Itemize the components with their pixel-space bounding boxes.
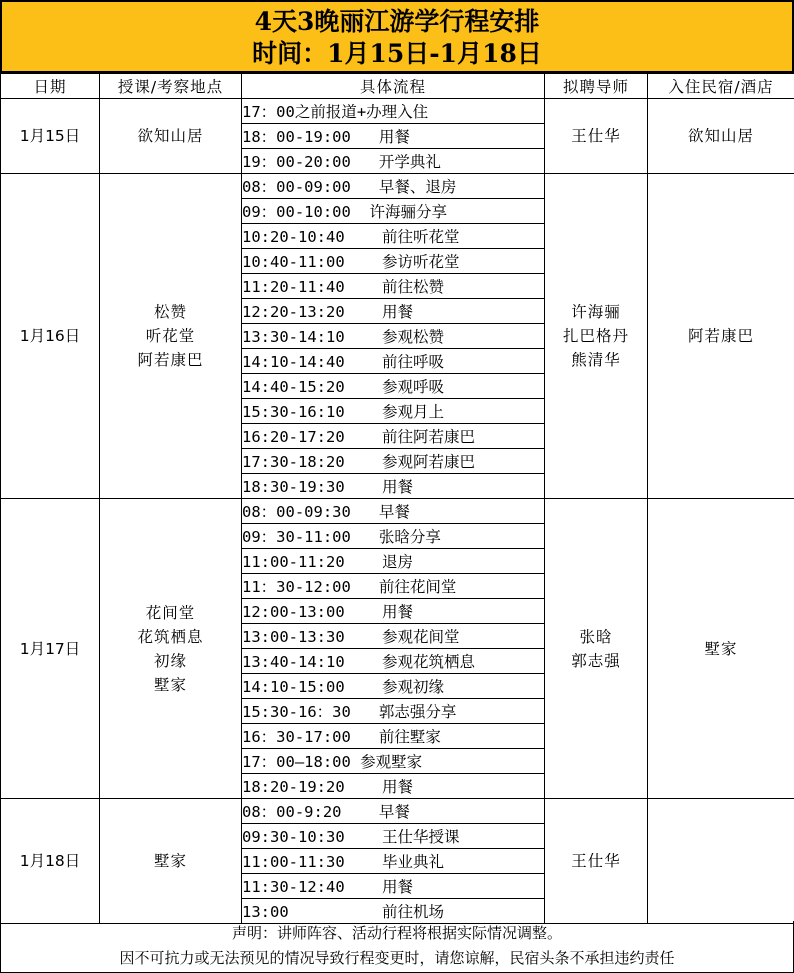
mentor-name: 熊清华 (571, 351, 621, 369)
day-locations (100, 799, 242, 924)
page-title: 4天3晚丽江游学行程安排 (254, 7, 540, 36)
flow-item: 13:30-14:10 参观松赞 (242, 324, 545, 349)
flow-item: 13:00-13:30 参观花间堂 (242, 624, 545, 649)
flow-item: 12:00-13:00 用餐 (242, 599, 545, 624)
title-banner (0, 0, 794, 73)
schedule-row (1, 499, 794, 524)
flow-item: 08：00-09:30 早餐 (242, 499, 545, 524)
flow-item: 15:30-16:10 参观月上 (242, 399, 545, 424)
header-location: 授课/考察地点 (100, 74, 242, 99)
mentor-name: 王仕华 (571, 852, 621, 870)
schedule-row (1, 799, 794, 824)
flow-item: 11：30-12:00 前往花间堂 (242, 574, 545, 599)
day-hotel (648, 799, 794, 924)
flow-item: 18:20-19:20 用餐 (242, 774, 545, 799)
header-date: 日期 (1, 74, 100, 99)
location-name: 松赞 (153, 303, 187, 321)
day-hotel: 阿若康巴 (648, 174, 794, 499)
location-name: 欲知山居 (137, 127, 204, 145)
day-mentors (545, 174, 648, 499)
schedule-body (1, 99, 794, 924)
day-mentors (545, 99, 648, 174)
mentor-name: 许海骊 (571, 303, 621, 321)
day-locations (100, 499, 242, 799)
flow-item: 13:40-14:10 参观花筑栖息 (242, 649, 545, 674)
flow-item: 15:30-16：30 郭志强分享 (242, 699, 545, 724)
flow-item: 16：30-17:00 前往墅家 (242, 724, 545, 749)
header-mentor: 拟聘导师 (545, 74, 648, 99)
flow-item: 17：00—18:00 参观墅家 (242, 749, 545, 774)
location-name: 初缘 (153, 651, 187, 670)
flow-item: 08：00-9:20 早餐 (242, 799, 545, 824)
day-date: 1月17日 (1, 499, 100, 799)
mentor-name: 张晗 (579, 627, 613, 646)
flow-item: 08：00-09:00 早餐、退房 (242, 174, 545, 199)
flow-item: 18：00-19:00 用餐 (242, 124, 545, 149)
flow-item: 11:20-11:40 前往松赞 (242, 274, 545, 299)
day-mentors (545, 799, 648, 924)
mentor-name: 扎巴格丹 (562, 327, 629, 345)
flow-item: 12:20-13:20 用餐 (242, 299, 545, 324)
flow-item: 16:20-17:20 前往阿若康巴 (242, 424, 545, 449)
flow-item: 09：00-10:00 许海骊分享 (242, 199, 545, 224)
flow-item: 14:10-15:00 参观初缘 (242, 674, 545, 699)
flow-item: 17：00之前报道+办理入住 (242, 99, 545, 124)
location-name: 听花堂 (145, 327, 196, 345)
disclaimer (0, 921, 794, 973)
flow-item: 10:40-11:00 参访听花堂 (242, 249, 545, 274)
day-mentors (545, 499, 648, 799)
flow-item: 11:30-12:40 用餐 (242, 874, 545, 899)
day-hotel: 墅家 (648, 499, 794, 799)
flow-item: 11:00-11:20 退房 (242, 549, 545, 574)
header-row (1, 74, 794, 99)
location-name: 墅家 (153, 675, 187, 694)
schedule-table (0, 73, 794, 924)
flow-item: 11:00-11:30 毕业典礼 (242, 849, 545, 874)
flow-item: 09：30-11:00 张晗分享 (242, 524, 545, 549)
schedule-row (1, 174, 794, 199)
disclaimer-line-2: 因不可抗力或无法预见的情况导致行程变更时，请您谅解，民宿头条不承担违约责任 (119, 949, 675, 967)
flow-item: 09:30-10:30 王仕华授课 (242, 824, 545, 849)
mentor-name: 王仕华 (571, 127, 621, 145)
day-locations (100, 174, 242, 499)
day-date: 1月16日 (1, 174, 100, 499)
flow-item: 19：00-20:00 开学典礼 (242, 149, 545, 174)
location-name: 花筑栖息 (137, 627, 204, 646)
location-name: 阿若康巴 (137, 351, 204, 369)
flow-item: 13:00 前往机场 (242, 899, 545, 924)
day-hotel: 欲知山居 (648, 99, 794, 174)
day-date: 1月18日 (1, 799, 100, 924)
header-hotel: 入住民宿/酒店 (648, 74, 794, 99)
schedule-row (1, 99, 794, 124)
header-flow: 具体流程 (242, 74, 545, 99)
location-name: 花间堂 (145, 603, 196, 622)
flow-item: 18:30-19:30 用餐 (242, 474, 545, 499)
day-date: 1月15日 (1, 99, 100, 174)
flow-item: 14:40-15:20 参观呼吸 (242, 374, 545, 399)
flow-item: 14:10-14:40 前往呼吸 (242, 349, 545, 374)
flow-item: 10:20-10:40 前往听花堂 (242, 224, 545, 249)
day-locations (100, 99, 242, 174)
date-range: 时间：1月15日-1月18日 (252, 39, 542, 68)
location-name: 墅家 (153, 852, 187, 870)
disclaimer-line-1: 声明：讲师阵容、活动行程将根据实际情况调整。 (231, 924, 562, 942)
mentor-name: 郭志强 (571, 651, 621, 670)
flow-item: 17:30-18:20 参观阿若康巴 (242, 449, 545, 474)
